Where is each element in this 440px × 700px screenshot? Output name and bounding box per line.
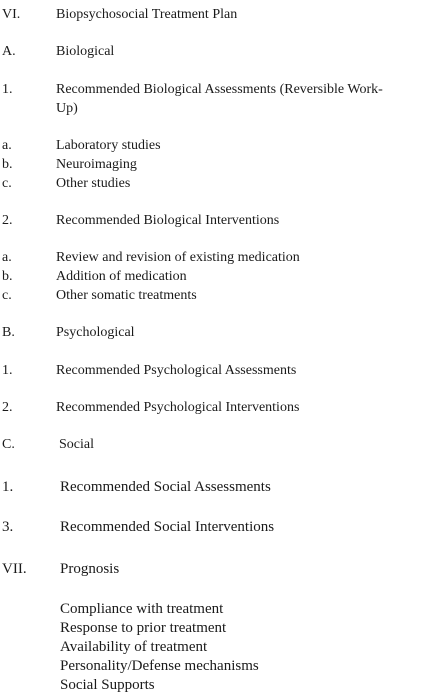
outline-number: VII.: [2, 561, 27, 577]
outline-number: a.: [2, 138, 12, 153]
outline-text: Addition of medication: [56, 269, 187, 284]
outline-number: 2.: [2, 213, 13, 228]
prognosis-factor: Response to prior treatment: [60, 620, 227, 636]
outline-text: Review and revision of existing medication: [56, 250, 300, 265]
outline-text: Psychological: [56, 325, 135, 340]
outline-text: Recommended Social Interventions: [60, 519, 275, 535]
outline-number: C.: [2, 437, 15, 452]
outline-number: B.: [2, 325, 15, 340]
outline-number: 1.: [2, 82, 13, 97]
outline-number: 3.: [2, 519, 14, 535]
outline-number: VI.: [2, 7, 21, 22]
outline-text: Social: [59, 437, 94, 452]
outline-number: A.: [2, 44, 16, 59]
outline-text: Recommended Psychological Assessments: [56, 363, 297, 378]
outline-text: Laboratory studies: [56, 138, 161, 153]
outline-number: 1.: [2, 479, 14, 495]
outline-number: 2.: [2, 400, 13, 415]
outline-number: b.: [2, 269, 13, 284]
outline-text: Biopsychosocial Treatment Plan: [56, 7, 238, 22]
outline-text: Biological: [56, 44, 115, 59]
outline-text: Recommended Biological Assessments (Reversible Work-Up): [56, 82, 383, 116]
outline-text: Neuroimaging: [56, 157, 137, 172]
outline-text: Recommended Psychological Interventions: [56, 400, 300, 415]
outline-text: Recommended Biological Interventions: [56, 213, 280, 228]
prognosis-factor: Social Supports: [60, 677, 155, 693]
prognosis-factor: Personality/Defense mechanisms: [60, 658, 259, 674]
outline-text: Other studies: [56, 176, 131, 191]
outline-text: Recommended Social Assessments: [60, 479, 271, 495]
outline-text: Prognosis: [60, 561, 120, 577]
outline-text: Other somatic treatments: [56, 288, 197, 303]
outline-number: c.: [2, 176, 12, 191]
outline-number: 1.: [2, 363, 13, 378]
outline-number: a.: [2, 250, 12, 265]
prognosis-factor: Availability of treatment: [60, 639, 208, 655]
prognosis-factor: Compliance with treatment: [60, 601, 224, 617]
outline-number: c.: [2, 288, 12, 303]
outline-number: b.: [2, 157, 13, 172]
